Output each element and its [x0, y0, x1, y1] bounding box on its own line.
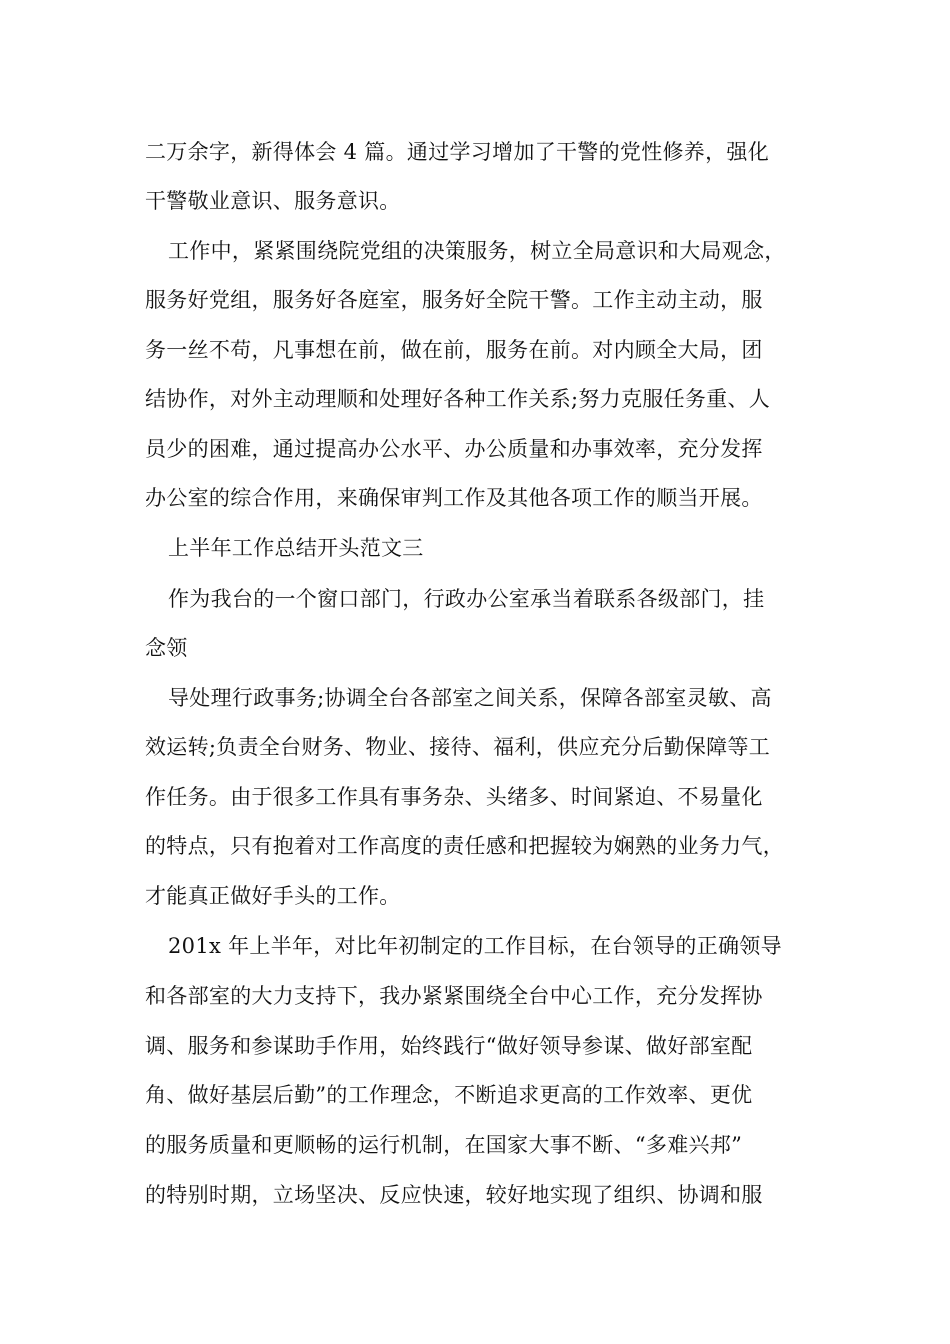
text-line: 效运转;负责全台财务、物业、接待、福利，供应充分后勤保障等工 — [145, 735, 771, 759]
paragraph-start-line: 工作中，紧紧围绕院党组的决策服务，树立全局意识和大局观念， — [168, 239, 786, 263]
text-line: 办公室的综合作用，来确保审判工作及其他各项工作的顺当开展。 — [145, 486, 763, 510]
text-line: 务一丝不苟，凡事想在前，做在前，服务在前。对内顾全大局，团 — [145, 338, 763, 362]
paragraph-start-line: 作为我台的一个窗口部门，行政办公室承当着联系各级部门，挂 — [168, 587, 765, 611]
text-line: 干警敬业意识、服务意识。 — [145, 189, 401, 213]
text-line: 念领 — [145, 636, 188, 660]
text-line: 的特点，只有抱着对工作高度的责任感和把握较为娴熟的业务力气， — [145, 834, 784, 858]
paragraph-start-line: 导处理行政事务;协调全台各部室之间关系，保障各部室灵敏、高 — [168, 686, 772, 710]
text-line: 调、服务和参谋助手作用，始终践行“做好领导参谋、做好部室配 — [145, 1034, 753, 1058]
text-line: 结协作，对外主动理顺和处理好各种工作关系;努力克服任务重、人 — [145, 387, 771, 411]
text-line: 的服务质量和更顺畅的运行机制，在国家大事不断、“多难兴邦” — [145, 1133, 743, 1157]
text-line: 员少的困难，通过提高办公水平、办公质量和办事效率，充分发挥 — [145, 437, 763, 461]
section-heading: 上半年工作总结开头范文三 — [168, 536, 424, 560]
text-line: 服务好党组，服务好各庭室，服务好全院干警。工作主动主动，服 — [145, 288, 763, 312]
text-line: 作任务。由于很多工作具有事务杂、头绪多、时间紧迫、不易量化 — [145, 785, 763, 809]
text-line: 二万余字，新得体会 4 篇。通过学习增加了干警的党性修养，强化 — [145, 140, 770, 164]
text-line: 角、做好基层后勤”的工作理念，不断追求更高的工作效率、更优 — [145, 1083, 753, 1107]
text-line: 才能真正做好手头的工作。 — [145, 884, 401, 908]
text-line: 的特别时期，立场坚决、反应快速，较好地实现了组织、协调和服 — [145, 1183, 763, 1207]
text-line: 和各部室的大力支持下，我办紧紧围绕全台中心工作，充分发挥协 — [145, 984, 763, 1008]
paragraph-start-line: 201x 年上半年，对比年初制定的工作目标，在台领导的正确领导 — [168, 934, 782, 958]
